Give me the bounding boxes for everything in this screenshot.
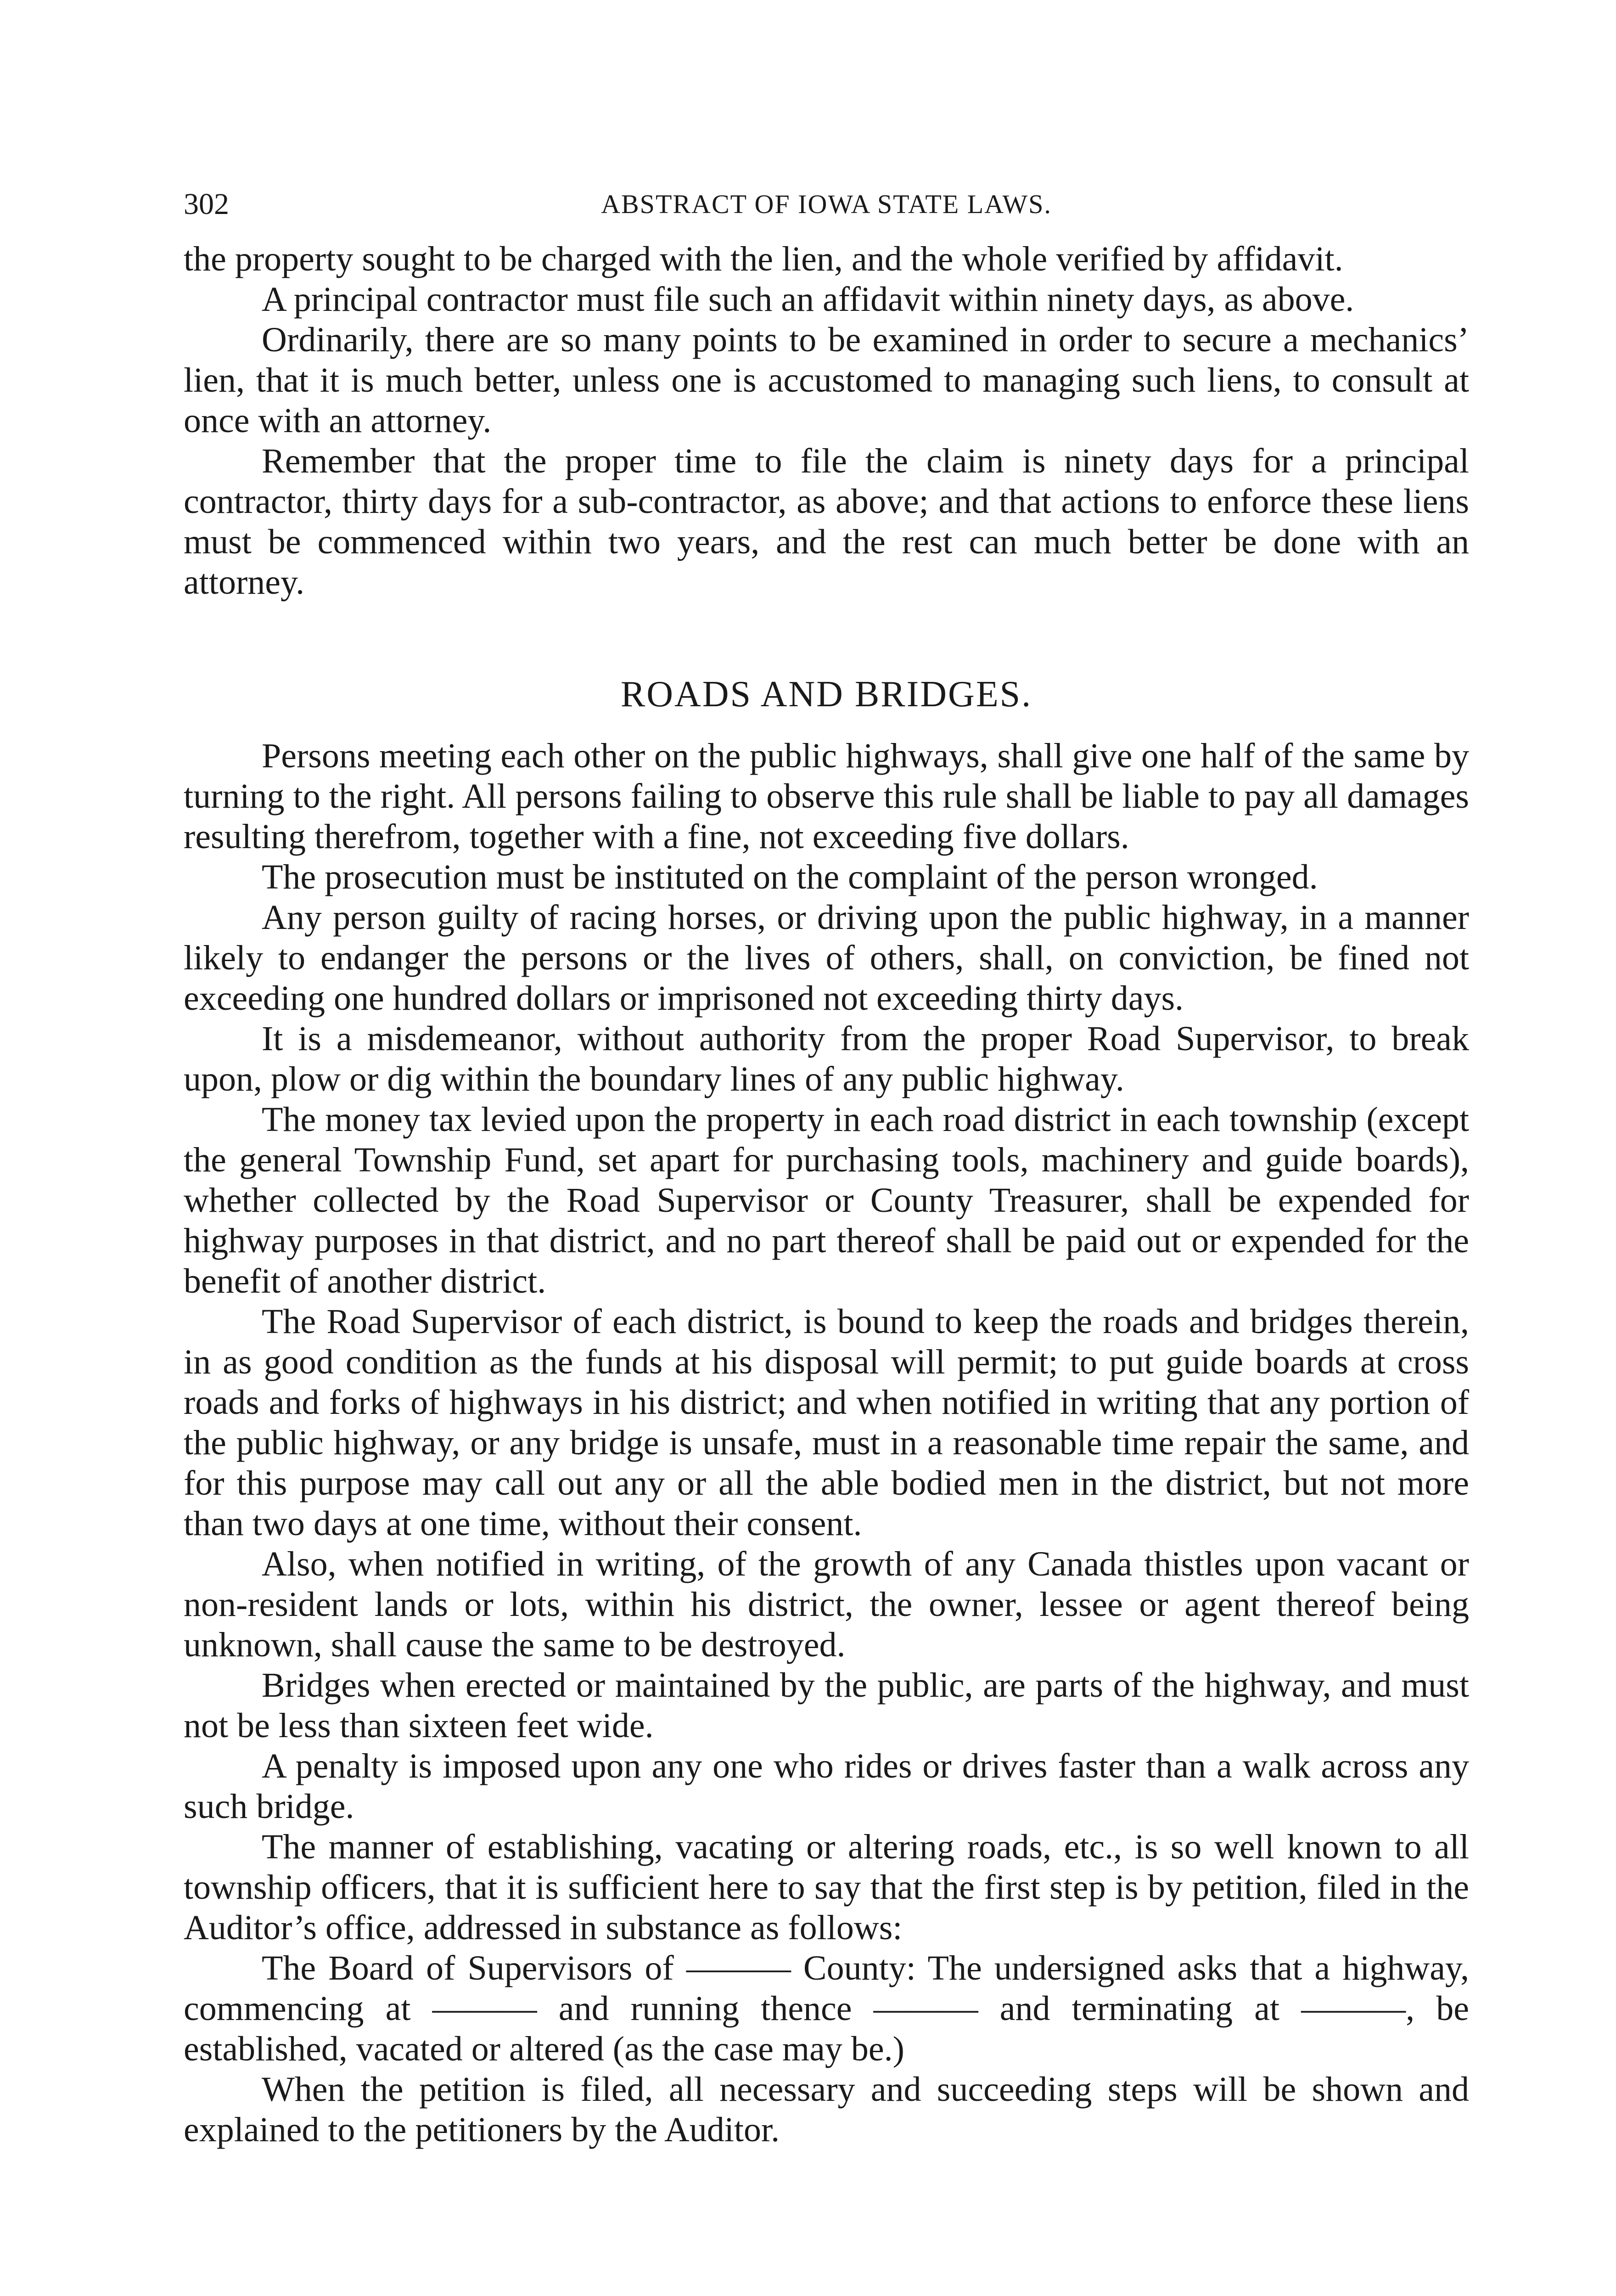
paragraph: The manner of establishing, vacating or altering roads, etc., is so well known to all township officers, that it is sufficient here to say that the first step is by petition, filed in the Auditor’s office, addressed in substance as follows: — [184, 1828, 1469, 1947]
paragraph: The Road Supervisor of each district, is bound to keep the roads and bridges therein, in as good condition as the funds at his disposal will permit; to put guide boards at cross roads and forks of highways in his district; and when notified in writing that any portion of the public highway, or any bridge is unsafe, must in a reasonable time repair the same, and for this purpose may call out any or all the able bodied men in the district, but not more than two days at one time, without their consent. — [184, 1302, 1469, 1543]
paragraph: A penalty is imposed upon any one who rides or drives faster than a walk across any such bridge. — [184, 1747, 1469, 1826]
petition-form-text: The Board of Supervisors of ——— County: The undersigned asks that a highway, commencing at ——— and running thence ——— and terminating at ———, be established, vacated or altered (as the case may be.) — [184, 1949, 1469, 2068]
paragraph: Ordinarily, there are so many points to be examined in order to secure a mechanics’ lien, that it is much better, unless one is accustomed to managing such liens, to consult at once with an attorney. — [184, 321, 1469, 440]
paragraph-continued: the property sought to be charged with the lien, and the whole verified by affidavit. — [184, 240, 1343, 278]
paragraph: When the petition is filed, all necessary and succeeding steps will be shown and explained to the petitioners by the Auditor. — [184, 2070, 1469, 2149]
running-title: ABSTRACT OF IOWA STATE LAWS. — [601, 189, 1052, 219]
intro-text — [184, 239, 1469, 602]
paragraph: Also, when notified in writing, of the growth of any Canada thistles upon vacant or non-resident lands or lots, within his district, the owner, lessee or agent thereof being unknown, shall cause the same to be destroyed. — [184, 1545, 1469, 1664]
paragraph: It is a misdemeanor, without authority from the proper Road Supervisor, to break upon, plow or dig within the boundary lines of any public highway. — [184, 1019, 1469, 1098]
paragraph: The prosecution must be instituted on the complaint of the person wronged. — [262, 858, 1318, 896]
paragraph: Bridges when erected or maintained by the public, are parts of the highway, and must not be less than sixteen feet wide. — [184, 1666, 1469, 1745]
section-body — [184, 736, 1469, 2150]
section-heading: ROADS AND BRIDGES. — [620, 674, 1032, 715]
page-header — [184, 184, 1469, 225]
page-number: 302 — [184, 187, 229, 221]
paragraph: Any person guilty of racing horses, or driving upon the public highway, in a manner likely to endanger the persons or the lives of others, shall, on conviction, be fined not exceeding one hundred dollars or imprisoned not exceeding thirty days. — [184, 898, 1469, 1018]
book-page — [184, 184, 1469, 2150]
paragraph: Persons meeting each other on the public highways, shall give one half of the same by turning to the right. All persons failing to observe this rule shall be liable to pay all damages resulting therefrom, together with a fine, not exceeding five dollars. — [184, 737, 1469, 856]
paragraph: The money tax levied upon the property in each road district in each township (except the general Township Fund, set apart for purchasing tools, machinery and guide boards), whether collected by the Road Supervisor or County Treasurer, shall be expended for highway purposes in that district, and no part thereof shall be paid out or expended for the benefit of another district. — [184, 1100, 1469, 1300]
paragraph: Remember that the proper time to file the claim is ninety days for a principal contractor, thirty days for a sub-contractor, as above; and that actions to enforce these liens must be commenced within two years, and the rest can much better be done with an attorney. — [184, 442, 1469, 602]
paragraph: A principal contractor must file such an affidavit within ninety days, as above. — [262, 280, 1354, 319]
